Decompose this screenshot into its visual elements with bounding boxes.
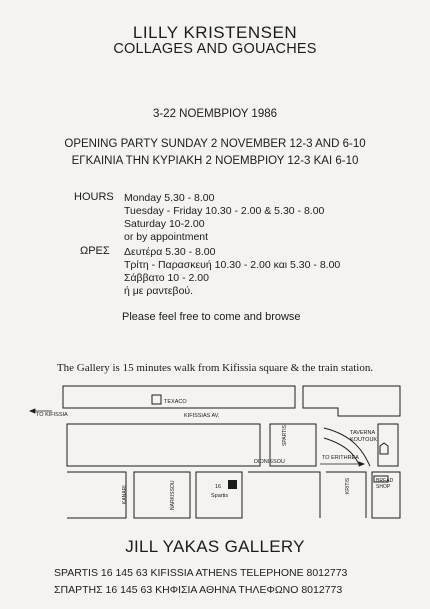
map-block bbox=[67, 472, 126, 518]
map-label-gallery-number: 16 bbox=[215, 484, 222, 490]
map-label-koutouki: KOUTOUKI bbox=[350, 437, 379, 443]
map-label-dionissou: DIONISSOU bbox=[254, 459, 285, 465]
map-label-taverna: TAVERNA bbox=[350, 430, 376, 436]
map-caption: The Gallery is 15 minutes walk from Kifissia square & the train station. bbox=[56, 362, 374, 374]
hours-line: Τρίτη - Παρασκευή 10.30 - 2.00 και 5.30 - 8.00 bbox=[124, 259, 341, 271]
hours-line: Tuesday - Friday 10.30 - 2.00 & 5.30 - 8.00 bbox=[124, 205, 325, 217]
map-block bbox=[134, 472, 190, 518]
map-label-kritis: KRITIS bbox=[345, 477, 351, 494]
map-label-to-erithrea: TO ERITHREA bbox=[322, 455, 359, 461]
map-label-texaco: TEXACO bbox=[164, 399, 187, 405]
hours-list-greek bbox=[124, 246, 340, 298]
map-block bbox=[67, 424, 260, 466]
gallery-name: JILL YAKAS GALLERY bbox=[125, 537, 305, 556]
taverna-marker bbox=[380, 443, 388, 454]
map-label-shop: SHOP bbox=[376, 484, 391, 490]
map-block bbox=[303, 386, 400, 416]
browse-note: Please feel free to come and browse bbox=[122, 311, 301, 323]
map-label-spartis: SPARTIS bbox=[282, 425, 288, 446]
exhibition-dates: 3-22 ΝΟΕΜΒΡΙΟΥ 1986 bbox=[152, 108, 278, 120]
gallery-address-greek: ΣΠΑΡΤΗΣ 16 145 63 ΚΗΦΙΣΙΑ ΑΘΗΝΑ ΤΗΛΕΦΩΝΟ 8012773 bbox=[54, 584, 343, 596]
hours-list-english bbox=[124, 192, 324, 244]
map-label-kanari: KANARI bbox=[122, 485, 128, 504]
artist-name: LILLY KRISTENSEN bbox=[132, 23, 298, 42]
opening-party-english: OPENING PARTY SUNDAY 2 NOVEMBER 12-3 AND 6-10 bbox=[64, 138, 366, 150]
hours-line: Σάββατο 10 - 2.00 bbox=[124, 272, 209, 284]
hours-line: Δευτέρα 5.30 - 8.00 bbox=[124, 246, 216, 258]
hours-label-english: HOURS bbox=[74, 191, 114, 203]
gallery-marker bbox=[228, 480, 237, 489]
map-label-bread: BREAD bbox=[376, 478, 394, 484]
map-label-to-kifissia: TO KIFISSIA bbox=[36, 412, 68, 418]
map-label-narkissou: NARKISSOU bbox=[170, 480, 176, 510]
gallery-address-english: SPARTIS 16 145 63 KIFISSIA ATHENS TELEPHONE 8012773 bbox=[54, 567, 348, 579]
arrow-head bbox=[359, 462, 364, 466]
hours-line: ή με ραντεβού. bbox=[124, 285, 194, 297]
hours-line: or by appointment bbox=[124, 231, 209, 243]
hours-line: Saturday 10-2.00 bbox=[124, 218, 205, 230]
exhibition-subtitle: COLLAGES AND GOUACHES bbox=[113, 41, 317, 57]
hours-label-greek: ΩΡΕΣ bbox=[80, 245, 110, 257]
arrow-head bbox=[30, 409, 35, 413]
map-label-kifissias-av: KIFISSIAS AV. bbox=[184, 413, 220, 419]
texaco-marker bbox=[152, 395, 161, 404]
location-map bbox=[28, 380, 402, 522]
opening-party-greek: ΕΓΚΑΙΝΙΑ ΤΗΝ ΚΥΡΙΑΚΗ 2 ΝΟΕΜΒΡΙΟΥ 12-3 ΚΑΙ 6-10 bbox=[71, 155, 359, 167]
map-block bbox=[248, 472, 320, 518]
map-label-gallery-street: Spartis bbox=[211, 493, 229, 499]
hours-line: Monday 5.30 - 8.00 bbox=[124, 192, 215, 204]
